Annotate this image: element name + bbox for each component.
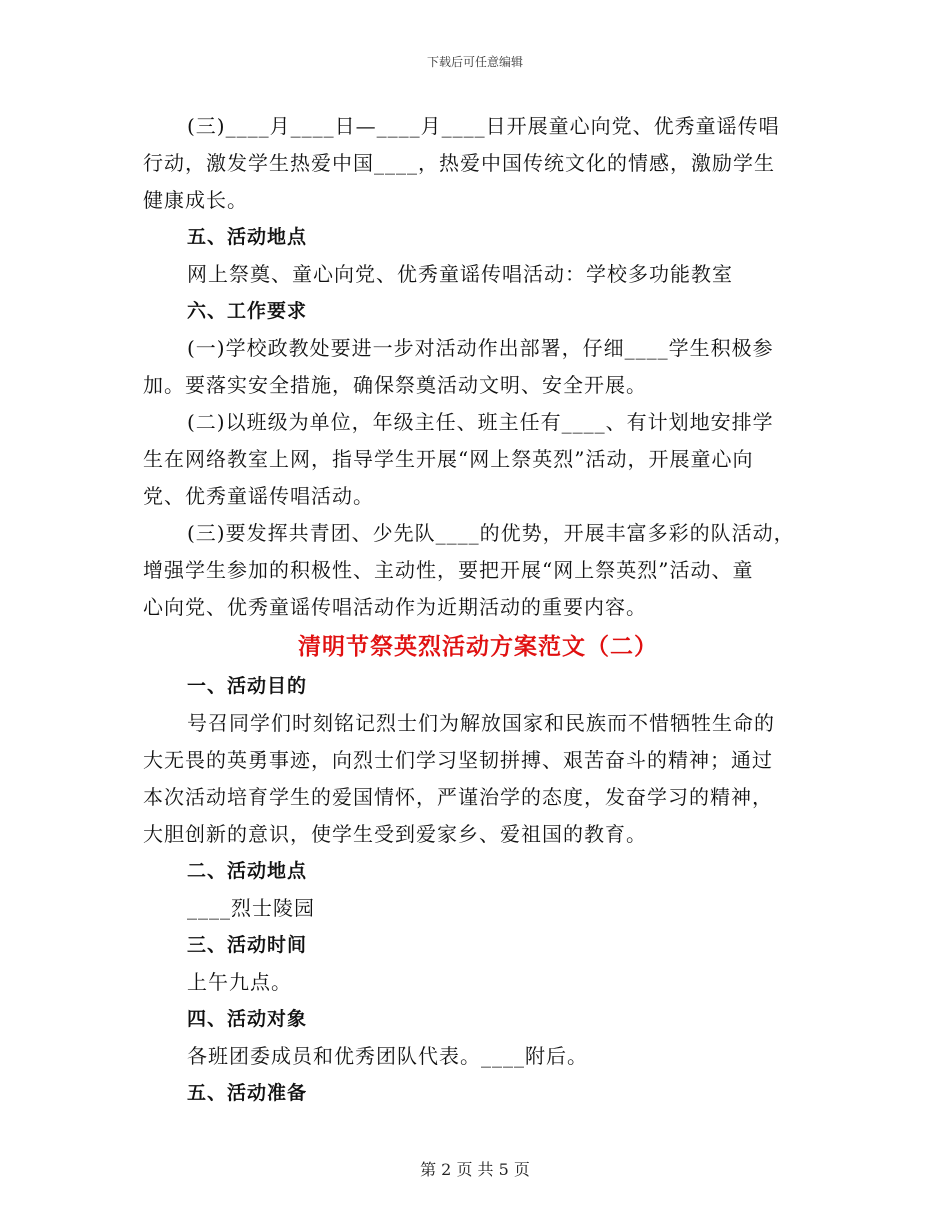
text-line: ____烈士陵园 <box>187 896 315 920</box>
text-line: 上午九点。 <box>187 970 292 994</box>
text-line: (二)以班级为单位，年级主任、班主任有____、有计划地安排学 <box>187 410 774 434</box>
text-line: 党、优秀童谣传唱活动。 <box>143 484 374 508</box>
text-line: 大胆创新的意识，使学生受到爱家乡、爱祖国的教育。 <box>143 822 647 846</box>
section-heading: 一、活动目的 <box>187 675 308 697</box>
text-line: 网上祭奠、童心向党、优秀童谣传唱活动：学校多功能教室 <box>187 262 733 286</box>
section-heading: 六、工作要求 <box>187 300 308 322</box>
section-heading: 五、活动地点 <box>187 226 308 248</box>
text-line: (三)要发挥共青团、少先队____的优势，开展丰富多彩的队活动， <box>187 521 795 545</box>
section-heading: 五、活动准备 <box>187 1082 308 1104</box>
section-heading: 三、活动时间 <box>187 934 308 956</box>
section-title: 清明节祭英烈活动方案范文（二） <box>298 634 658 660</box>
text-line: 各班团委成员和优秀团队代表。____附后。 <box>187 1044 588 1068</box>
text-line: (一)学校政教处要进一步对活动作出部署，仔细____学生积极参 <box>187 336 774 360</box>
text-line: (三)____月____日—____月____日开展童心向党、优秀童谣传唱 <box>187 114 780 138</box>
text-line: 心向党、优秀童谣传唱活动作为近期活动的重要内容。 <box>143 595 647 619</box>
page-header: 下载后可任意编辑 <box>426 55 523 69</box>
section-heading: 四、活动对象 <box>187 1008 308 1030</box>
text-line: 生在网络教室上网，指导学生开展“网上祭英烈”活动，开展童心向 <box>143 447 754 471</box>
text-line: 增强学生参加的积极性、主动性，要把开展“网上祭英烈”活动、童 <box>143 558 754 582</box>
text-line: 本次活动培育学生的爱国情怀，严谨治学的态度，发奋学习的精神， <box>143 785 773 809</box>
section-heading: 二、活动地点 <box>187 860 308 882</box>
text-line: 大无畏的英勇事迹，向烈士们学习坚韧拼搏、艰苦奋斗的精神；通过 <box>143 748 773 772</box>
text-line: 号召同学们时刻铭记烈士们为解放国家和民族而不惜牺牲生命的 <box>187 711 775 735</box>
page-footer: 第 2 页 共 5 页 <box>420 1160 530 1179</box>
text-line: 健康成长。 <box>143 188 248 212</box>
text-line: 行动，激发学生热爱中国____，热爱中国传统文化的情感，激励学生 <box>143 151 775 175</box>
document-body <box>143 108 813 1112</box>
text-line: 加。要落实安全措施，确保祭奠活动文明、安全开展。 <box>143 373 647 397</box>
